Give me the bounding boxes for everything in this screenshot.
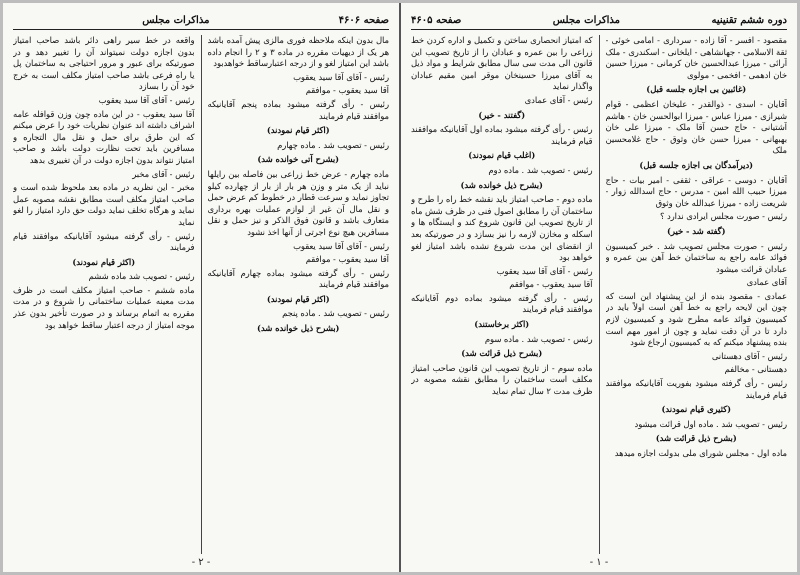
paragraph: آقایان - اسدی - ذوالقدر - علیخان اعظمی - قوام شیرازی - میرزا عباس - میرزا ابوالحسن خان - هاشم آشتیانی - حاج حسن آقا ملک - میرزا علی خان بهبهانی - میرزا حسن خان وثوق - حاج غلامحسین ملک bbox=[605, 98, 787, 156]
paragraph: (دیرآمدگان بی اجازه جلسه قبل) bbox=[639, 159, 754, 170]
paragraph: (اکثر برخاستند) bbox=[474, 319, 530, 330]
paragraph: واقعه در خط سیر راهی دائر باشد صاحب امتیاز بدون اجازه دولت نمیتواند آن را تغییر دهد و در صورتیکه برای عبور و مرور احتیاجی به ساختمان پل یا راه فرعی باشد صاحب امتیاز مکلف است به خرج خود آن را بسازد bbox=[13, 35, 195, 92]
right-page-title: مذاکرات مجلس bbox=[552, 14, 621, 26]
paragraph: (بشرح ذیل قرائت شد) bbox=[461, 348, 543, 359]
paragraph: که امتیاز انحصاری ساختن و تکمیل و اداره کردن خط زراعی را بین عمره و عبادان را از تاریخ تصویب این قانون الی مدت سی سال مطابق شرایط و مواد ذیل به آقای میرزا حسینخان موقر امین مقیم عبادان واگذار نماید bbox=[411, 35, 593, 92]
paragraph: ماده سوم - از تاریخ تصویب این قانون صاحب امتیاز مکلف است ساختمان را مطابق نقشه مصوبه در ظرف مدت ۲ سال تمام نماید bbox=[411, 362, 593, 397]
paragraph: رئیس - تصویب شد . ماده سوم bbox=[484, 333, 593, 344]
paragraph: رئیس - آقای آقا سید یعقوب bbox=[293, 240, 389, 251]
right-page-column-right bbox=[606, 35, 788, 554]
column-divider bbox=[201, 35, 202, 554]
right-page-header bbox=[411, 11, 787, 30]
right-page-number: صفحه ۴۶۰۵ bbox=[411, 14, 462, 26]
paragraph: رئیس - تصویب شد ماده ششم bbox=[88, 271, 195, 282]
paragraph: رئیس - آقای آقا سید یعقوب bbox=[293, 71, 389, 82]
paragraph: ماده ششم - صاحب امتیاز مکلف است در ظرف مدت معینه عملیات ساختمانی را شروع و در مدت مقرره به اتمام برساند و در صورت تأخیر بدون عذر موجه امتیاز از درجه اعتبار ساقط خواهد بود bbox=[13, 284, 195, 330]
paragraph: رئیس - صورت مجلس ایرادی ندارد ؟ bbox=[659, 211, 787, 222]
paragraph: آقا سید یعقوب - موافقم bbox=[305, 85, 389, 96]
paragraph: (بشرح ذیل قرائت شد) bbox=[655, 433, 737, 444]
paragraph: رئیس - رأی گرفته میشود بماده دوم آقایانیکه موافقند قیام فرمایند bbox=[411, 292, 593, 315]
left-page-header bbox=[13, 11, 389, 30]
paragraph: مخبر - این نظریه در ماده بعد ملحوظ شده است و صاحب امتیاز مکلف است مطابق نقشه مصوبه عمل نماید و هرگاه تخلف نماید دولت حق دارد امتیاز را لغو نماید bbox=[13, 182, 195, 227]
paragraph: (اکثر قیام نمودند) bbox=[266, 125, 330, 136]
paragraph: رئیس - رأی گرفته میشود بماده اول آقایانیکه موافقند قیام فرمایند bbox=[411, 124, 593, 146]
paragraph: رئیس - رأی گرفته میشود بماده چهارم آقایانیکه موافقند قیام فرمایند bbox=[207, 267, 389, 290]
left-page-number: صفحه ۴۶۰۶ bbox=[338, 14, 389, 26]
paragraph: رئیس - تصویب شد . ماده اول قرائت میشود bbox=[634, 418, 787, 429]
left-page-column-right bbox=[208, 35, 390, 554]
paragraph: ماده چهارم - عرض خط زراعی بین فاصله بین رایلها نباید از یک متر و وزن هر بار از بار از چهارده کیلو تجاوز نماید و سرعت قطار در خطوط کم عرض حمل و نقل مال آن غیر از لوازم عملیات بهره برداری متعارف باشد و قانون فوق الذکر و نیز حمل و نقل مسافرین هیچ نوع اجرتی از آنها اخذ نشود bbox=[207, 168, 389, 237]
left-page bbox=[3, 3, 400, 572]
paragraph: مال بدون اینکه ملاحظه فوری مالزی پیش آمده باشد هر یک از دیهیات مقرره در ماده ۳ و ۲ را انجام داده باشد این امتیاز لغو و از درجه اعتبارساقط خواهدبود bbox=[207, 35, 389, 69]
left-page-column-left bbox=[13, 35, 195, 554]
paragraph: (غائبین بی اجازه جلسه قبل) bbox=[646, 84, 747, 95]
column-divider bbox=[599, 35, 600, 554]
paragraph: (کثیری قیام نمودند) bbox=[661, 404, 732, 415]
paragraph: آقایان - دوسی - عراقی - ثقفی - امیر بیات - حاج میرزا حبیب الله امین - مدرس - حاج اسدالله زوار - شریعت زاده - میرزا عبدالله خان وثوق bbox=[605, 174, 787, 208]
paragraph: (گفتند - خیر) bbox=[478, 109, 526, 120]
right-page-columns bbox=[411, 35, 787, 554]
paragraph: (بشرح ذیل خوانده شد) bbox=[460, 179, 543, 190]
paragraph: رئیس - آقای مخبر bbox=[132, 168, 195, 179]
paragraph: (بشرح ذیل خوانده شد) bbox=[257, 323, 340, 334]
paragraph: رئیس - آقای دهستانی bbox=[711, 350, 787, 361]
paragraph: رئیس - صورت مجلس تصویب شد . خبر کمیسیون فوائد عامه راجع به ساختمان خط آهن بین عمره و عبادان قرائت میشود bbox=[605, 240, 787, 274]
right-page-footer: - ۱ - bbox=[589, 557, 609, 568]
paragraph: رئیس - آقای آقا سید یعقوب bbox=[98, 94, 195, 105]
paragraph: (گفته شد - خیر) bbox=[666, 225, 726, 236]
paragraph: رئیس - آقای آقا سید یعقوب bbox=[496, 265, 593, 276]
left-page-columns bbox=[13, 35, 389, 554]
paragraph: ماده اول - مجلس شورای ملی بدولت اجازه میدهد bbox=[614, 448, 787, 458]
right-page-column-left bbox=[411, 35, 593, 554]
paragraph: آقای عمادی bbox=[746, 277, 787, 288]
paragraph: عمادی - مقصود بنده از این پیشنهاد این است که چون این لایحه راجع به خط آهن است اولاً باید در کمیسیون فوائد عامه مطرح شود و کمیسیون لازم دارد تا در آن دقت نماید و چون از امور مهم است بنده پیشنهاد میکنم که به کمیسیون ارجاع شود bbox=[605, 290, 787, 348]
paragraph: رئیس - تصویب شد . ماده پنجم bbox=[282, 308, 389, 319]
right-page bbox=[401, 3, 797, 572]
paragraph: رئیس - رأی گرفته میشود بفوریت آقایانیکه موافقند قیام فرمایند bbox=[605, 378, 787, 400]
document-spread bbox=[3, 3, 797, 572]
paragraph: (اغلب قیام نمودند) bbox=[468, 150, 536, 161]
paragraph: مقصود - افسر - آقا زاده - سرداری - امامی خوئی - ثقة الاسلامی - جهانشاهی - ایلخانی - اسکندری - ملک آرائی - میرزا عبدالحسین خان کرمانی - میرزا حسین خان ادهمی - افخمی - مولوی bbox=[605, 35, 787, 80]
paragraph: آقا سید یعقوب - موافقم bbox=[509, 279, 593, 290]
paragraph: ماده دوم - صاحب امتیاز باید نقشه خط راه را طرح و ساختمان آن را مطابق اصول فنی در ظرف شش ماه از تاریخ تصویب این قانون شروع کند و ایستگاه ها و اسکله و مخازن لازمه را نیز بسازد و در صورتیکه بعد از انقضای این مدت شروع نشده باشد امتیاز لغو خواهد بود bbox=[411, 194, 593, 263]
paragraph: آقا سید یعقوب - در این ماده چون وزن قوافله عامه اشراف داشته اند عنوان نظریات خود را عرض میکنم که این طرق برای حمل و نقل مال التجاره و مسافرین باید تحت نظارت دولت باشد و صاحب امتیاز نتواند بدون اجازه دولت در آن تغییری بدهد bbox=[13, 108, 195, 165]
paragraph: دهستانی - مخالفم bbox=[724, 364, 787, 375]
paragraph: (اکثر قیام نمودند) bbox=[72, 256, 136, 267]
paragraph: رئیس - تصویب شد . ماده دوم bbox=[488, 164, 593, 175]
paragraph: رئیس - رأی گرفته میشود آقایانیکه موافقند قیام فرمایند bbox=[13, 230, 195, 253]
paragraph: رئیس - رأی گرفته میشود بماده پنجم آقایانیکه موافقند قیام فرمایند bbox=[207, 98, 389, 121]
paragraph: رئیس - تصویب شد . ماده چهارم bbox=[277, 139, 389, 150]
paragraph: رئیس - آقای عمادی bbox=[524, 94, 593, 105]
paragraph: (اکثر قیام نمودند) bbox=[266, 293, 330, 304]
right-page-session: دوره ششم تقنینیه bbox=[711, 14, 787, 26]
left-page-footer: - ۲ - bbox=[191, 557, 211, 568]
left-page-title: مذاکرات مجلس bbox=[142, 14, 210, 26]
paragraph: (بشرح آتی خوانده شد) bbox=[257, 154, 340, 165]
paragraph: آقا سید یعقوب - موافقم bbox=[305, 254, 389, 265]
